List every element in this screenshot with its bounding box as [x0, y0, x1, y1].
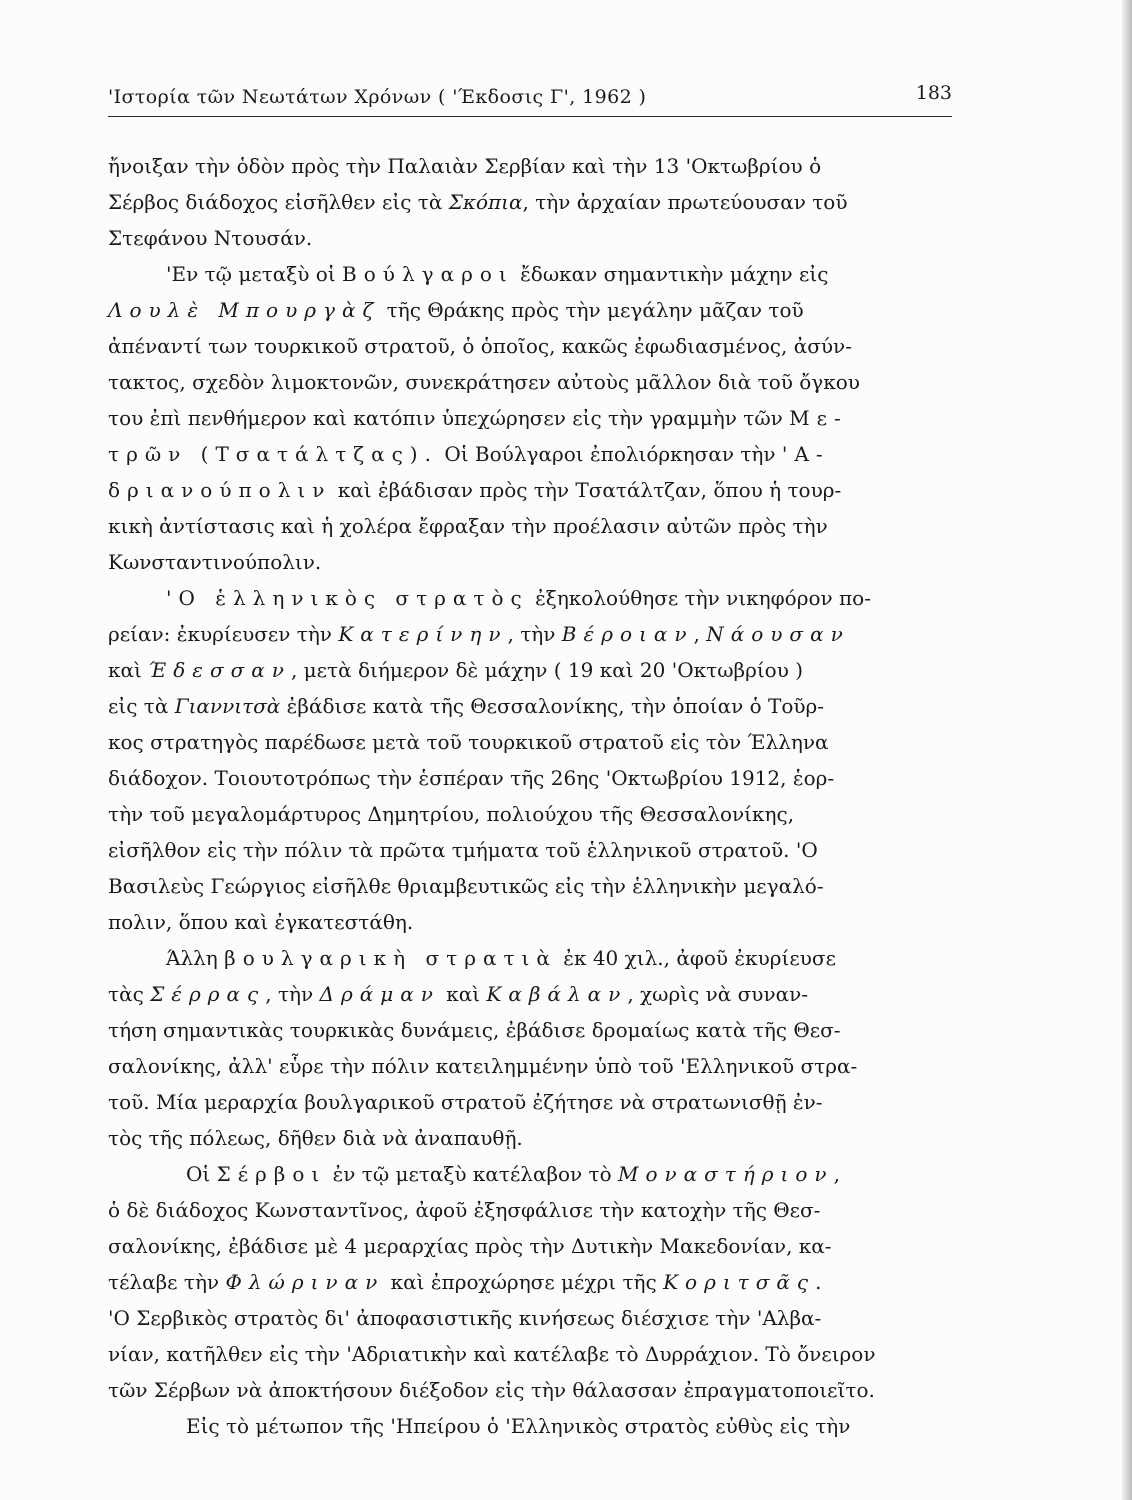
text-segment: , τὴν	[507, 622, 562, 646]
text-line	[108, 616, 968, 652]
text-segment: καὶ ἐβάδισαν πρὸς τὴν Τσατάλτζαν, ὅπου ἡ τουρ-	[331, 478, 842, 502]
text-line	[108, 328, 968, 364]
text-segment: 'Εν τῷ μεταξὺ οἱ	[166, 262, 343, 286]
text-segment: Βούλγαροι	[342, 262, 514, 286]
text-segment: Κοριτσᾶς	[663, 1270, 816, 1294]
text-segment: ἔδωκαν σημαντικὴν μάχην εἰς	[513, 262, 829, 286]
page-number: 183	[915, 82, 952, 104]
text-line	[108, 796, 968, 832]
text-line	[108, 1120, 968, 1156]
text-segment: .	[815, 1270, 822, 1294]
text-segment: τῆς Θράκης πρὸς τὴν μεγάλην μᾶζαν τοῦ	[380, 298, 804, 322]
text-line	[108, 868, 968, 904]
text-line	[108, 256, 968, 292]
text-segment: Γιαννιτσὰ	[174, 694, 281, 718]
text-segment: τρῶν (Τσατάλτζας).	[108, 442, 438, 466]
text-segment: ,	[833, 1162, 840, 1186]
text-line	[108, 1012, 968, 1048]
text-segment: καὶ	[439, 982, 487, 1006]
text-segment: Σέρβοι	[216, 1162, 327, 1186]
body-text	[108, 148, 968, 1444]
text-segment: Φλώριναν	[225, 1270, 385, 1294]
text-segment: διάδοχον. Τοιουτοτρόπως τὴν ἑσπέραν τῆς 26ης 'Οκτωβρίου 1912, ἑορ-	[108, 766, 835, 790]
text-segment: πολιν, ὅπου καὶ ἐγκατεστάθη.	[108, 910, 414, 934]
text-line	[108, 1228, 968, 1264]
text-segment: ὁ δὲ διάδοχος Κωνσταντῖνος, ἀφοῦ ἐξησφάλισε τὴν κατοχὴν τῆς Θεσ-	[108, 1198, 821, 1222]
text-segment: σαλονίκης, ἐβάδισε μὲ 4 μεραρχίας πρὸς τὴν Δυτικὴν Μακεδονίαν, κα-	[108, 1234, 832, 1258]
text-line	[108, 436, 968, 472]
text-segment: Έδεσσαν	[148, 658, 291, 682]
text-line	[108, 904, 968, 940]
text-segment: τέλαβε τὴν	[108, 1270, 226, 1294]
text-segment: ἤνοιξαν τὴν ὁδὸν πρὸς τὴν Παλαιὰν Σερβίαν καὶ τὴν 13 'Οκτωβρίου ὁ	[108, 154, 822, 178]
text-segment: κικὴ ἀντίστασις καὶ ἡ χολέρα ἔφραξαν τὴν προέλασιν αὐτῶν πρὸς τὴν	[108, 514, 828, 538]
text-segment: Δράμαν	[319, 982, 440, 1006]
text-segment: , χωρὶς νὰ συναν-	[627, 982, 809, 1006]
text-segment: Λουλὲ Μπουργὰζ	[108, 298, 381, 322]
text-segment: 'Ο Σερβικὸς στρατὸς δι' ἀποφασιστικῆς κινήσεως διέσχισε τὴν 'Αλβα-	[108, 1306, 822, 1330]
text-line	[108, 148, 968, 184]
text-segment: , μετὰ διήμερον δὲ μάχην ( 19 καὶ 20 'Οκτωβρίου )	[290, 658, 804, 682]
text-segment: Οἱ Βούλγαροι ἐπολιόρκησαν τὴν	[437, 442, 782, 466]
text-segment: 'Ο ἑλληνικὸς στρατὸς	[166, 586, 529, 610]
text-line	[108, 400, 968, 436]
text-segment: του ἐπὶ πενθήμερον καὶ κατόπιν ὑπεχώρησεν εἰς τὴν γραμμὴν τῶν	[108, 406, 790, 430]
text-segment: τὴν τοῦ μεγαλομάρτυρος Δημητρίου, πολιούχου τῆς Θεσσαλονίκης,	[108, 802, 795, 826]
text-segment: , τὴν ἀρχαίαν πρωτεύουσαν τοῦ	[522, 190, 848, 214]
text-line	[108, 724, 968, 760]
text-segment: 'Α-	[781, 442, 830, 466]
text-line	[108, 652, 968, 688]
text-segment: Κατερίνην	[338, 622, 508, 646]
text-segment: Νάουσαν	[706, 622, 850, 646]
text-line	[108, 184, 968, 220]
text-line	[108, 1372, 968, 1408]
text-segment: ἐν τῷ μεταξὺ κατέλαβον τὸ	[326, 1162, 618, 1186]
header-rule	[108, 116, 952, 117]
text-line	[108, 832, 968, 868]
text-segment: ἀπέναντί των τουρκικοῦ στρατοῦ, ὁ ὁποῖος, κακῶς ἐφωδιασμένος, ἀσύν-	[108, 334, 852, 358]
text-line	[108, 1048, 968, 1084]
page-header	[108, 78, 952, 118]
text-segment: Άλλη	[166, 946, 225, 970]
text-segment: Κωνσταντινούπολιν.	[108, 550, 322, 574]
text-line	[108, 1264, 968, 1300]
text-segment: ρείαν: ἐκυρίευσεν τὴν	[108, 622, 339, 646]
text-segment: τῶν Σέρβων νὰ ἀποκτήσουν διέξοδον εἰς τὴν θάλασσαν ἐπραγματοποιεῖτο.	[108, 1378, 875, 1402]
text-segment: τακτος, σχεδὸν λιμοκτονῶν, συνεκράτησεν αὐτοὺς μᾶλλον διὰ τοῦ ὄγκου	[108, 370, 860, 394]
text-segment: βουλγαρικὴ στρατιὰ	[224, 946, 557, 970]
text-segment: καὶ ἐπροχώρησε μέχρι τῆς	[384, 1270, 664, 1294]
text-line	[108, 580, 968, 616]
text-segment: κος στρατηγὸς παρέδωσε μετὰ τοῦ τουρκικοῦ στρατοῦ εἰς τὸν Έλληνα	[108, 730, 829, 754]
text-segment: , τὴν	[265, 982, 320, 1006]
text-line	[108, 1300, 968, 1336]
text-segment: δριανούπολιν	[108, 478, 332, 502]
text-segment: ἐξηκολούθησε τὴν νικηφόρον πο-	[528, 586, 871, 610]
text-segment: Σκόπια	[448, 190, 523, 214]
text-line	[108, 1192, 968, 1228]
text-segment: σαλονίκης, ἀλλ' εὗρε τὴν πόλιν κατειλημμένην ὑπὸ τοῦ 'Ελληνικοῦ στρα-	[108, 1054, 858, 1078]
text-segment: τοῦ. Μία μεραρχία βουλγαρικοῦ στρατοῦ ἐζήτησε νὰ στρατωνισθῇ ἐν-	[108, 1090, 823, 1114]
text-line	[108, 688, 968, 724]
text-line	[108, 940, 968, 976]
text-segment: Οἱ	[186, 1162, 217, 1186]
text-line	[108, 1156, 968, 1192]
text-segment: τὸς τῆς πόλεως, δῆθεν διὰ νὰ ἀναπαυθῇ.	[108, 1126, 523, 1150]
text-segment: καὶ	[108, 658, 149, 682]
text-segment: τὰς	[108, 982, 151, 1006]
text-segment: εἰσῆλθον εἰς τὴν πόλιν τὰ πρῶτα τμήματα τοῦ ἑλληνικοῦ στρατοῦ. 'Ο	[108, 838, 818, 862]
text-line	[108, 1084, 968, 1120]
text-segment: Με-	[789, 406, 848, 430]
text-line	[108, 544, 968, 580]
text-segment: Σέρβος διάδοχος εἰσῆλθεν εἰς τὰ	[108, 190, 449, 214]
text-segment: Καβάλαν	[486, 982, 628, 1006]
text-segment: εἰς τὰ	[108, 694, 175, 718]
text-segment: νίαν, κατῆλθεν εἰς τὴν 'Αδριατικὴν καὶ κατέλαβε τὸ Δυρράχιον. Τὸ ὄνειρον	[108, 1342, 876, 1366]
text-line	[108, 364, 968, 400]
text-segment: ἐβάδισε κατὰ τῆς Θεσσαλονίκης, τὴν ὁποίαν ὁ Τοῦρ-	[280, 694, 825, 718]
text-segment: Βέροιαν	[561, 622, 694, 646]
text-line	[108, 1408, 968, 1444]
text-segment: Εἰς τὸ μέτωπον τῆς 'Ηπείρου ὁ 'Ελληνικὸς στρατὸς εὐθὺς εἰς τὴν	[186, 1414, 851, 1438]
text-segment: ,	[693, 622, 707, 646]
text-segment: ἐκ 40 χιλ., ἀφοῦ ἐκυρίευσε	[556, 946, 836, 970]
page-edge	[1122, 0, 1132, 1500]
text-line	[108, 220, 968, 256]
text-line	[108, 508, 968, 544]
text-segment: Σέρρας	[150, 982, 266, 1006]
text-segment: Βασιλεὺς Γεώργιος εἰσῆλθε θριαμβευτικῶς εἰς τὴν ἑλληνικὴν μεγαλό-	[108, 874, 824, 898]
text-segment: Μοναστήριον	[618, 1162, 834, 1186]
text-line	[108, 292, 968, 328]
running-title: 'Ιστορία τῶν Νεωτάτων Χρόνων ( 'Έκδοσις Γ', 1962 )	[108, 86, 647, 108]
text-line	[108, 976, 968, 1012]
text-line	[108, 472, 968, 508]
text-segment: τήση σημαντικὰς τουρκικὰς δυνάμεις, ἐβάδισε δρομαίως κατὰ τῆς Θεσ-	[108, 1018, 841, 1042]
text-line	[108, 1336, 968, 1372]
text-segment: Στεφάνου Ντουσάν.	[108, 226, 313, 250]
text-line	[108, 760, 968, 796]
